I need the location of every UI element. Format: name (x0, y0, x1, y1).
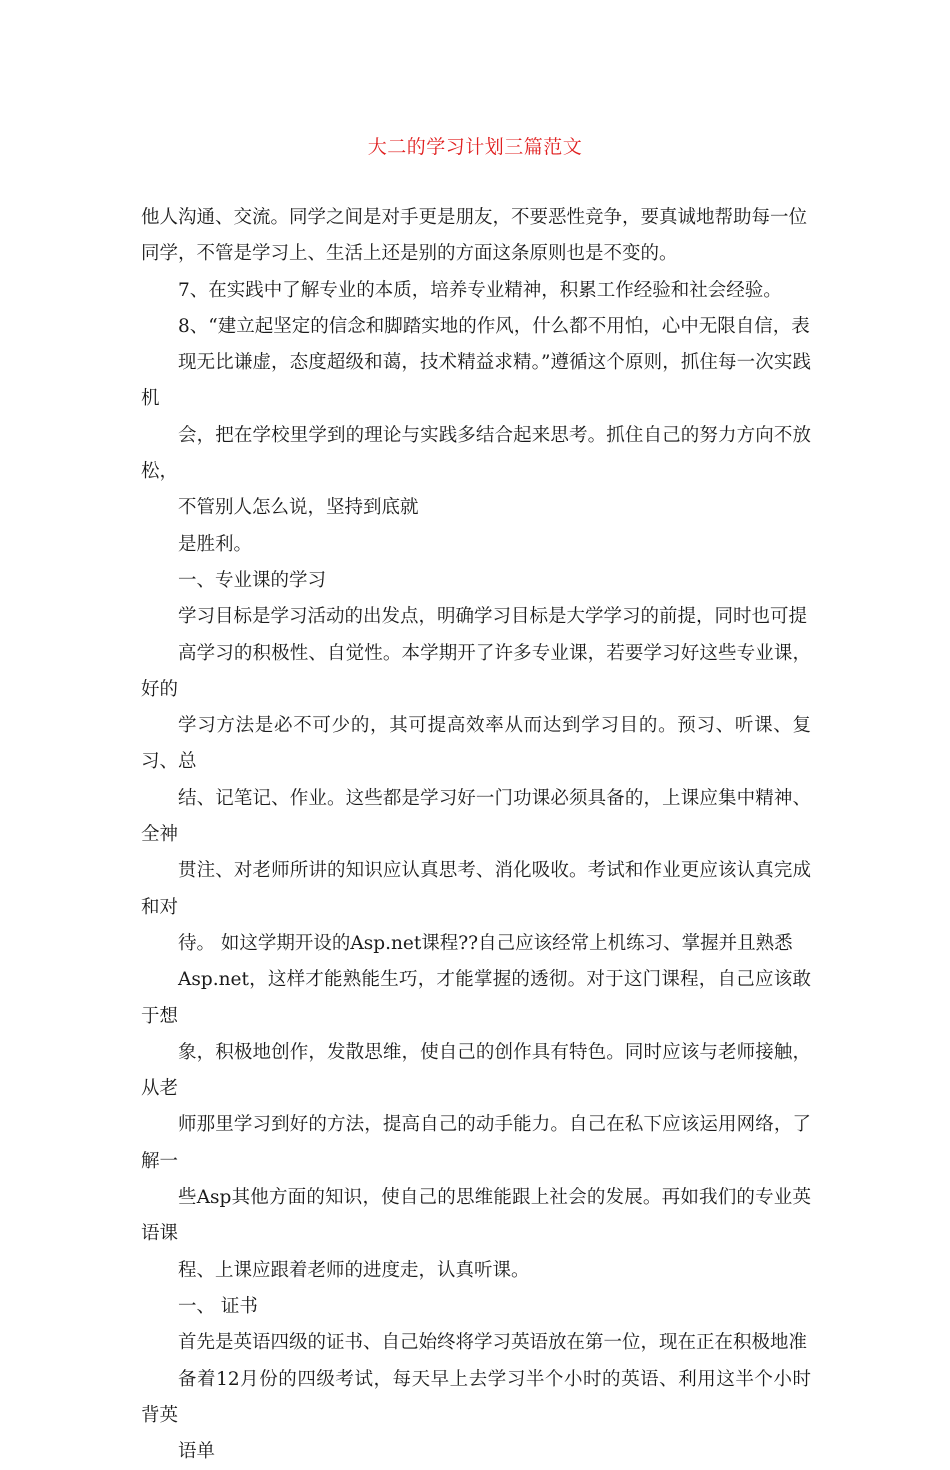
text-line: 8、“建立起坚定的信念和脚踏实地的作风，什么都不用怕，心中无限自信，表 (178, 315, 810, 337)
paragraph-1 (141, 200, 811, 273)
text-line: 一、 证书 (178, 1295, 258, 1317)
section-heading-certificates (141, 1289, 811, 1325)
text-line: 不管别人怎么说，坚持到底就 (178, 497, 419, 519)
text-line: 师那里学习到好的方法，提高自己的动手能力。自己在私下应该运用网络，了解一 (141, 1114, 811, 1172)
text-line: 学习目标是学习活动的出发点，明确学习目标是大学学习的前提，同时也可提 (178, 606, 808, 628)
text-line: Asp.net，这样才能熟能生巧，才能掌握的透彻。对于这门课程，自己应该敢于想 (141, 969, 811, 1027)
text-line: 语单 (178, 1441, 216, 1463)
text-line: 首先是英语四级的证书、自己始终将学习英语放在第一位，现在正在积极地准 (178, 1332, 808, 1354)
paragraph-english-certificate (141, 1325, 811, 1470)
text-line: 高学习的积极性、自觉性。本学期开了许多专业课，若要学习好这些专业课，好的 (141, 642, 811, 700)
text-line: 待。 如这学期开设的Asp.net课程??自己应该经常上机练习、掌握并且熟悉 (178, 932, 793, 954)
text-line: 学习方法是必不可少的，其可提高效率从而达到学习目的。预习、听课、复习、总 (141, 715, 811, 773)
paragraph-item-7 (141, 273, 811, 309)
text-line: 7、在实践中了解专业的本质，培养专业精神，积累工作经验和社会经验。 (178, 279, 782, 301)
document-title: 大二的学习计划三篇范文 (367, 136, 583, 158)
text-line: 程、上课应跟着老师的进度走，认真听课。 (178, 1259, 530, 1281)
text-line: 结、记笔记、作业。这些都是学习好一门功课必须具备的，上课应集中精神、全神 (141, 787, 811, 846)
text-line: 现无比谦虚，态度超级和蔼，技术精益求精。”遵循这个原则，抓住每一次实践机 (141, 352, 811, 410)
paragraph-victory (141, 527, 811, 563)
paragraph-item-8 (141, 309, 811, 527)
text-line: 他人沟通、交流。同学之间是对手更是朋友，不要恶性竞争，要真诚地帮助每一位 (141, 207, 808, 228)
document-body (141, 200, 811, 1470)
text-line: 一、专业课的学习 (178, 569, 327, 591)
text-line: 贯注、对老师所讲的知识应认真思考、消化吸收。考试和作业更应该认真完成和对 (141, 860, 811, 918)
text-line: 象，积极地创作，发散思维，使自己的创作具有特色。同时应该与老师接触，从老 (141, 1041, 811, 1100)
text-line: 会，把在学校里学到的理论与实践多结合起来思考。抓住自己的努力方向不放松， (141, 424, 811, 483)
section-heading-major-courses (141, 563, 811, 599)
text-line: 是胜利。 (178, 533, 253, 555)
paragraph-study-goals (141, 599, 811, 1289)
text-line: 备着12月份的四级考试，每天早上去学习半个小时的英语、利用这半个小时背英 (141, 1368, 811, 1426)
text-line: 同学，不管是学习上、生活上还是别的方面这条原则也是不变的。 (141, 243, 678, 265)
text-line: 些Asp其他方面的知识，使自己的思维能跟上社会的发展。再如我们的专业英语课 (141, 1187, 811, 1245)
